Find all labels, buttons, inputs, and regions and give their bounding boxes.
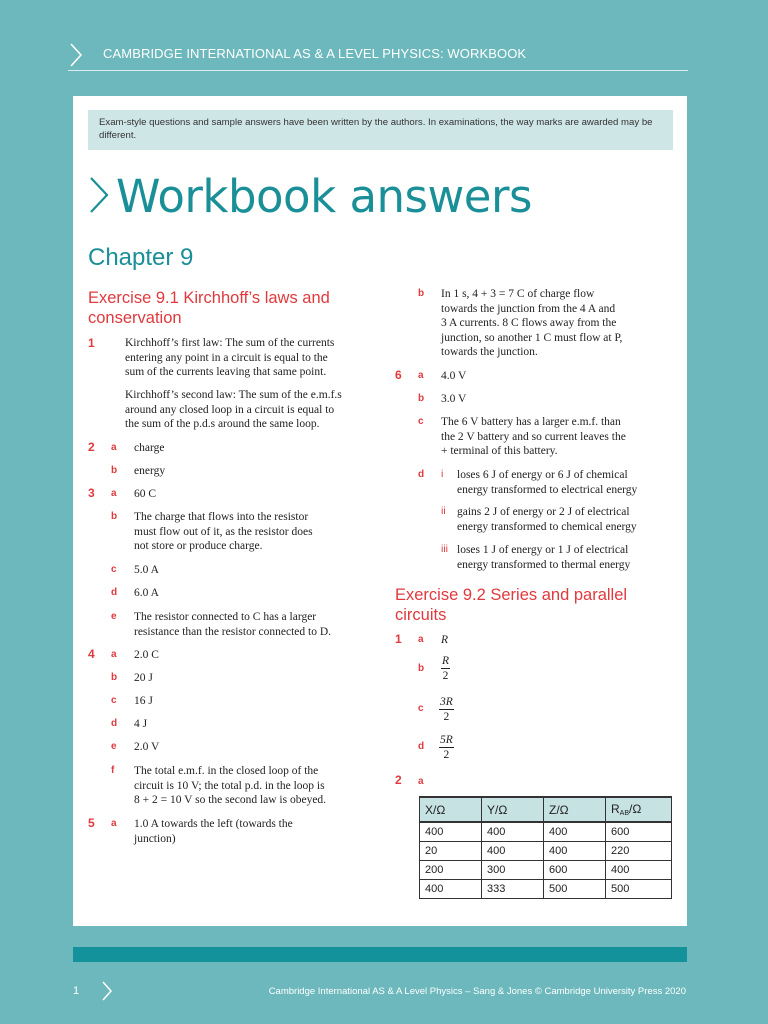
answer-line: gains 2 J of energy or 2 J of electrical: [457, 506, 630, 518]
part-label: d: [418, 469, 425, 480]
table-cell: 200: [420, 860, 482, 879]
denominator: 2: [443, 749, 450, 761]
answer-q3e: [134, 610, 331, 639]
part-label: b: [111, 511, 118, 522]
table-row: [420, 860, 672, 879]
header-subscript: AB: [619, 810, 630, 817]
part-label: a: [418, 634, 424, 645]
part-label: a: [111, 442, 117, 453]
part-label: a: [418, 776, 424, 787]
answer-line: The charge that flows into the resistor: [134, 511, 309, 523]
answer-q6di: [457, 468, 637, 497]
page-number: 1: [73, 985, 80, 997]
question-number: 2: [395, 773, 402, 787]
chevron-right-icon: [88, 175, 110, 215]
table-cell: 400: [482, 822, 544, 841]
answer-q4c: 16 J: [134, 695, 153, 707]
table-cell: 400: [482, 841, 544, 860]
fraction-e2q1c: [439, 695, 454, 724]
part-label: d: [111, 587, 118, 598]
table-cell: 400: [420, 879, 482, 898]
table-header-row: [420, 797, 672, 822]
answer-q1-second-law: [125, 388, 342, 432]
part-label: b: [418, 288, 425, 299]
subpart-label: i: [441, 468, 444, 480]
answer-line: resistance than the resistor connected to D.: [134, 625, 332, 638]
exercise-heading-line: Exercise 9.2 Series and parallel: [395, 586, 628, 604]
answer-line: circuit is 10 V; the total p.d. in the loop is: [134, 779, 325, 792]
part-label: c: [111, 695, 117, 706]
part-label: a: [111, 649, 117, 660]
answer-q3c: 5.0 A: [134, 564, 159, 576]
part-label: b: [111, 465, 118, 476]
answer-line: Kirchhoff’s second law: The sum of the e.m.f.s: [125, 389, 342, 401]
table-cell: 600: [544, 860, 606, 879]
answer-line: loses 6 J of energy or 6 J of chemical: [457, 469, 628, 481]
table-row: [420, 822, 672, 841]
exercise-heading-line: circuits: [395, 606, 447, 624]
answer-line: sum of the currents leaving that same point.: [125, 366, 327, 378]
question-number: 6: [395, 368, 402, 382]
fraction-e2q1d: [439, 733, 454, 762]
subpart-label: ii: [441, 505, 446, 517]
table-row: [420, 879, 672, 898]
part-label: b: [418, 663, 425, 674]
answer-line: junction, so another 1 C must flow at P,: [441, 331, 623, 344]
part-label: b: [111, 672, 118, 683]
table-cell: 333: [482, 879, 544, 898]
column-header: Z/Ω: [544, 797, 606, 822]
part-label: a: [111, 488, 117, 499]
column-header: Y/Ω: [482, 797, 544, 822]
running-header: CAMBRIDGE INTERNATIONAL AS & A LEVEL PHYSICS: WORKBOOK: [103, 46, 527, 61]
page-title-text: Workbook answers: [116, 170, 532, 223]
exercise-heading-line: conservation: [88, 309, 182, 327]
answer-line: entering any point in a circuit is equal to the: [125, 351, 328, 364]
answer-line: towards the junction.: [441, 346, 538, 358]
answer-line: In 1 s, 4 + 3 = 7 C of charge flow: [441, 288, 595, 300]
part-label: c: [111, 564, 117, 575]
answer-line: The 6 V battery has a larger e.m.f. than: [441, 416, 621, 428]
table-cell: 600: [606, 822, 672, 841]
answer-q3d: 6.0 A: [134, 587, 159, 599]
part-label: e: [111, 741, 117, 752]
answer-line: energy transformed to electrical energy: [457, 483, 638, 496]
answer-line: The resistor connected to C has a larger: [134, 611, 317, 623]
answer-line: energy transformed to chemical energy: [457, 520, 637, 533]
answer-q4f: [134, 764, 326, 808]
part-label: c: [418, 703, 424, 714]
question-number: 3: [88, 486, 95, 500]
exercise-heading-9-1: [88, 288, 330, 328]
chevron-right-icon: [101, 980, 113, 1002]
question-number: 2: [88, 440, 95, 454]
table-cell: 500: [544, 879, 606, 898]
part-label: c: [418, 416, 424, 427]
numerator: 3R: [440, 696, 453, 708]
numerator: 5R: [440, 734, 453, 746]
footer-bar: [73, 947, 687, 962]
table-cell: 300: [482, 860, 544, 879]
page-title: [88, 170, 532, 223]
fraction-e2q1b: [441, 654, 450, 683]
denominator: 2: [443, 711, 450, 723]
answer-q6dii: [457, 505, 637, 534]
answer-line: the 2 V battery and so current leaves the: [441, 430, 626, 443]
table-cell: 400: [544, 822, 606, 841]
part-label: d: [418, 741, 425, 752]
exercise-heading-9-2: [395, 585, 627, 625]
table-cell: 400: [544, 841, 606, 860]
part-label: d: [111, 718, 118, 729]
answer-e2q1a: R: [441, 634, 449, 646]
answer-line: + terminal of this battery.: [441, 445, 558, 457]
answer-q6b: 3.0 V: [441, 393, 467, 405]
answer-line: Kirchhoff’s first law: The sum of the currents: [125, 337, 335, 349]
header-symbol: R: [611, 802, 620, 816]
results-table: [419, 796, 672, 899]
table-cell: 400: [606, 860, 672, 879]
part-label: a: [111, 818, 117, 829]
answer-q4b: 20 J: [134, 672, 153, 684]
answer-q3a: 60 C: [134, 488, 157, 500]
page-sheet: [73, 96, 687, 926]
header-unit: /Ω: [629, 802, 642, 816]
question-number: 1: [88, 336, 95, 350]
question-number: 1: [395, 632, 402, 646]
header-divider: [68, 70, 688, 71]
answer-q5a: [134, 817, 293, 846]
answer-line: must flow out of it, as the resistor does: [134, 525, 313, 538]
table-row: [420, 841, 672, 860]
answer-q6c: [441, 415, 626, 459]
column-header: X/Ω: [420, 797, 482, 822]
chapter-heading: Chapter 9: [88, 244, 194, 271]
question-number: 4: [88, 647, 95, 661]
answer-line: the sum of the p.d.s around the same loop.: [125, 418, 320, 430]
table-cell: 20: [420, 841, 482, 860]
answer-q4d: 4 J: [134, 718, 148, 730]
chevron-right-icon: [68, 42, 84, 68]
table-cell: 500: [606, 879, 672, 898]
answer-q2a: charge: [134, 442, 165, 454]
answer-q6a: 4.0 V: [441, 370, 467, 382]
answer-q4e: 2.0 V: [134, 741, 160, 753]
part-label: b: [418, 393, 425, 404]
answer-q1-first-law: [125, 336, 334, 380]
column-header: [606, 797, 672, 822]
answer-q2b: energy: [134, 465, 166, 477]
answer-q6diii: [457, 543, 630, 572]
answer-q4a: 2.0 C: [134, 649, 159, 661]
answer-line: 8 + 2 = 10 V so the second law is obeyed.: [134, 794, 327, 806]
part-label: e: [111, 611, 117, 622]
answer-line: towards the junction from the 4 A and: [441, 302, 616, 315]
numerator: R: [442, 655, 450, 667]
question-number: 5: [88, 816, 95, 830]
exercise-heading-line: Exercise 9.1 Kirchhoff’s laws and: [88, 289, 330, 307]
exam-notice: Exam-style questions and sample answers have been written by the authors. In examinations, the way marks are awarded may be different.: [88, 110, 673, 150]
answer-line: The total e.m.f. in the closed loop of the: [134, 765, 319, 777]
part-label: a: [418, 370, 424, 381]
answer-line: not store or produce charge.: [134, 540, 263, 552]
subpart-label: iii: [441, 543, 448, 555]
denominator: 2: [442, 670, 449, 682]
answer-line: energy transformed to thermal energy: [457, 558, 631, 571]
part-label: f: [111, 765, 115, 776]
answer-line: loses 1 J of energy or 1 J of electrical: [457, 544, 629, 556]
answer-line: junction): [134, 832, 176, 845]
answer-line: around any closed loop in a circuit is equal to: [125, 403, 335, 416]
answer-q5b: [441, 287, 622, 360]
answer-line: 1.0 A towards the left (towards the: [134, 818, 293, 830]
table-cell: 220: [606, 841, 672, 860]
answer-q3b: [134, 510, 313, 554]
table-cell: 400: [420, 822, 482, 841]
footer-credit: Cambridge International AS & A Level Physics – Sang & Jones © Cambridge University Press 2020: [268, 986, 686, 997]
answer-line: 3 A currents. 8 C flows away from the: [441, 317, 617, 329]
